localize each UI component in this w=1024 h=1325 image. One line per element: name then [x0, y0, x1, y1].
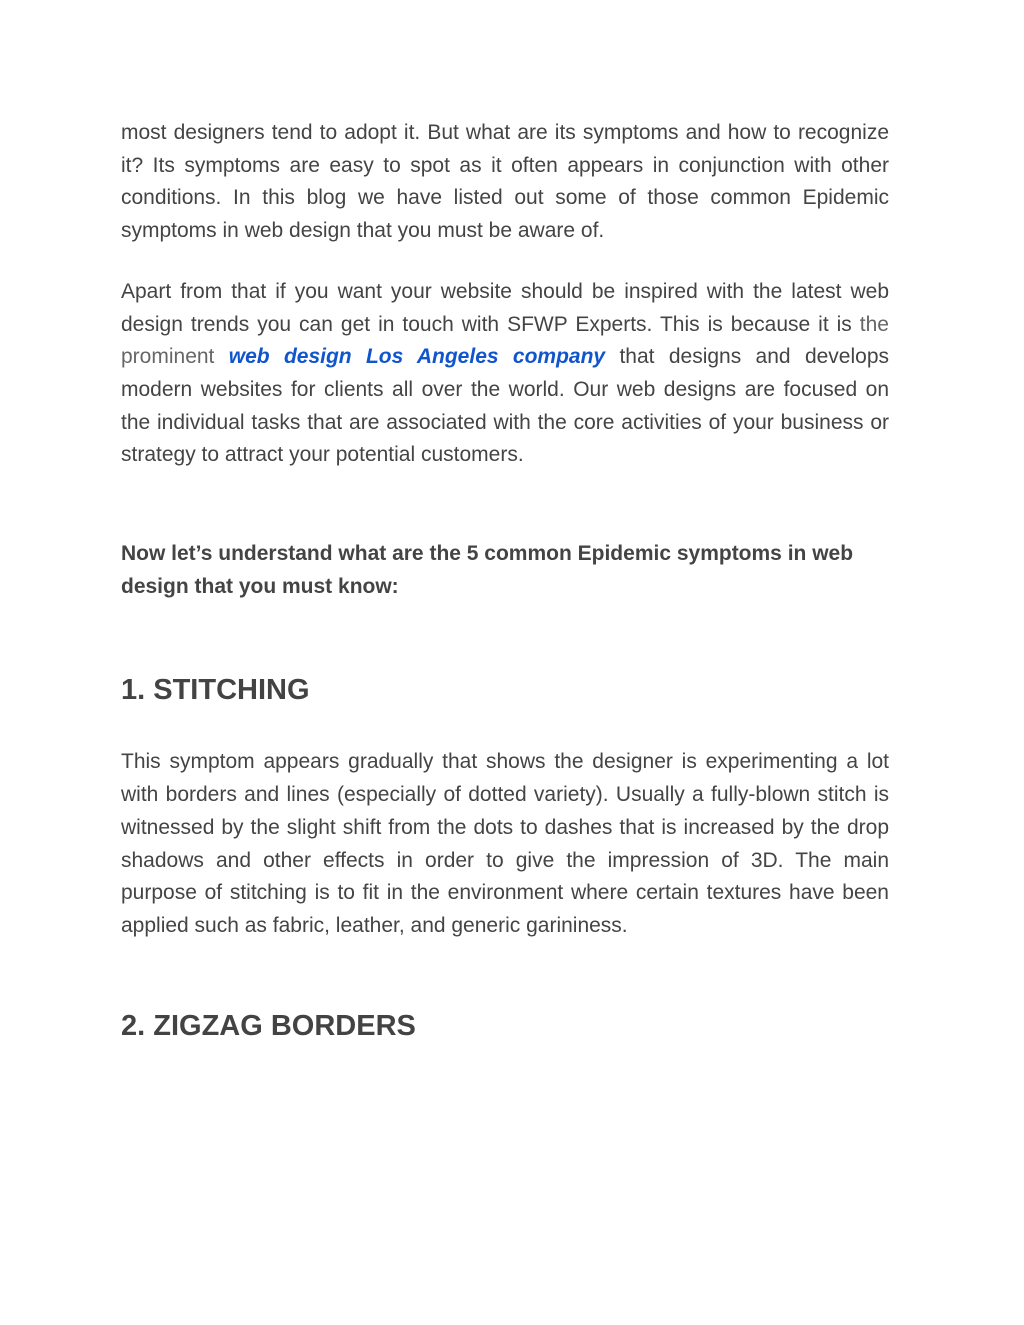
paragraph-sfwp-after: that designs and develops modern websites for clients all over the world. Our web designs are focused on the individual tasks that are associated with the core activities of your business or strategy to attract your potential customers.: [121, 345, 890, 467]
paragraph-sfwp: [121, 276, 889, 472]
symptoms-intro-heading: Now let’s understand what are the 5 common Epidemic symptoms in web design that you must know:: [121, 542, 854, 598]
paragraph-intro: most designers tend to adopt it. But what are its symptoms and how to recognize it? Its symptoms are easy to spot as it often appears in conjunction with other conditions. In this blog we have listed out some of those common Epidemic symptoms in web design that you must be aware of.: [121, 121, 889, 243]
document-content: [121, 117, 889, 1044]
web-design-company-link[interactable]: web design Los Angeles company: [228, 345, 606, 369]
section-heading-stitching: 1. STITCHING: [121, 674, 310, 707]
paragraph-sfwp-muted: the prominent: [121, 312, 889, 369]
section-heading-zigzag-borders: 2. ZIGZAG BORDERS: [121, 1009, 416, 1042]
section-body-stitching: This symptom appears gradually that shows the designer is experimenting a lot with borders and lines (especially of dotted variety). Usually a fully-blown stitch is witnessed by the slight shift from the dots to dashes that is increased by the drop shadows and other effects in order to give the impression of 3D. The main purpose of stitching is to fit in the environment where certain textures have been applied such as fabric, leather, and generic garininess.: [121, 750, 889, 937]
paragraph-sfwp-before: Apart from that if you want your website should be inspired with the latest web design trends you can get in touch with SFWP Experts. This is because it is: [121, 279, 889, 336]
